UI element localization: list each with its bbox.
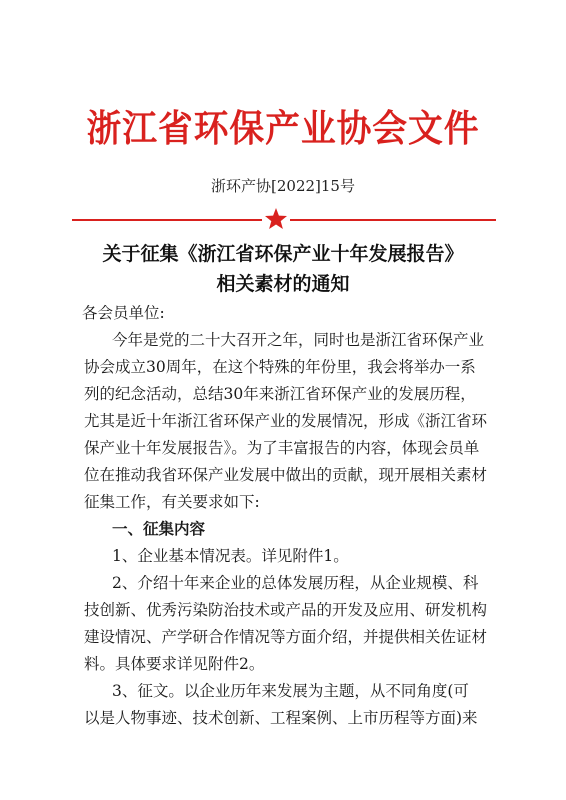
paragraph-1-line: 协会成立30周年，在这个特殊的年份里，我会将举办一系 xyxy=(84,358,476,376)
paragraph-1-line: 列的纪念活动，总结30年来浙江省环保产业的发展历程， xyxy=(84,385,476,403)
paragraph-1-line: 尤其是近十年浙江省环保产业的发展情况，形成《浙江省环 xyxy=(84,412,488,430)
red-divider-left xyxy=(72,219,262,221)
item-1-text: 1、企业基本情况表。详见附件1。 xyxy=(112,547,349,565)
item-2-line: 料。具体要求详见附件2。 xyxy=(84,655,265,673)
notice-title-line-2: 相关素材的通知 xyxy=(216,273,350,295)
item-2-line: 技创新、优秀污染防治技术或产品的开发及应用、研发机构 xyxy=(84,601,488,619)
paragraph-1-line: 征集工作，有关要求如下: xyxy=(84,493,260,511)
paragraph-1-line: 今年是党的二十大召开之年，同时也是浙江省环保产业 xyxy=(112,331,485,349)
red-divider-right xyxy=(290,219,496,221)
masthead-title: 浙江省环保产业协会文件 xyxy=(86,106,480,150)
document-number: 浙环产协[2022]15号 xyxy=(211,177,355,195)
item-3-line: 以是人物事迹、技术创新、工程案例、上市历程等方面)来 xyxy=(84,709,478,727)
notice-title-line-1: 关于征集《浙江省环保产业十年发展报告》 xyxy=(102,243,464,265)
paragraph-1-line: 位在推动我省环保产业发展中做出的贡献，现开展相关素材 xyxy=(84,466,488,484)
item-3-line: 3、征文。以企业历年来发展为主题，从不同角度(可 xyxy=(112,682,469,700)
paragraph-1-line: 保产业十年发展报告》。为了丰富报告的内容，体现会员单 xyxy=(84,439,480,457)
red-star-icon xyxy=(264,207,288,231)
section-1-heading-text: 一、征集内容 xyxy=(112,519,206,538)
item-2-line: 2、介绍十年来企业的总体发展历程，从企业规模、科 xyxy=(112,574,479,592)
salutation-text: 各会员单位: xyxy=(82,304,165,322)
item-2-line: 建设情况、产学研合作情况等方面介绍，并提供相关佐证材 xyxy=(84,628,488,646)
